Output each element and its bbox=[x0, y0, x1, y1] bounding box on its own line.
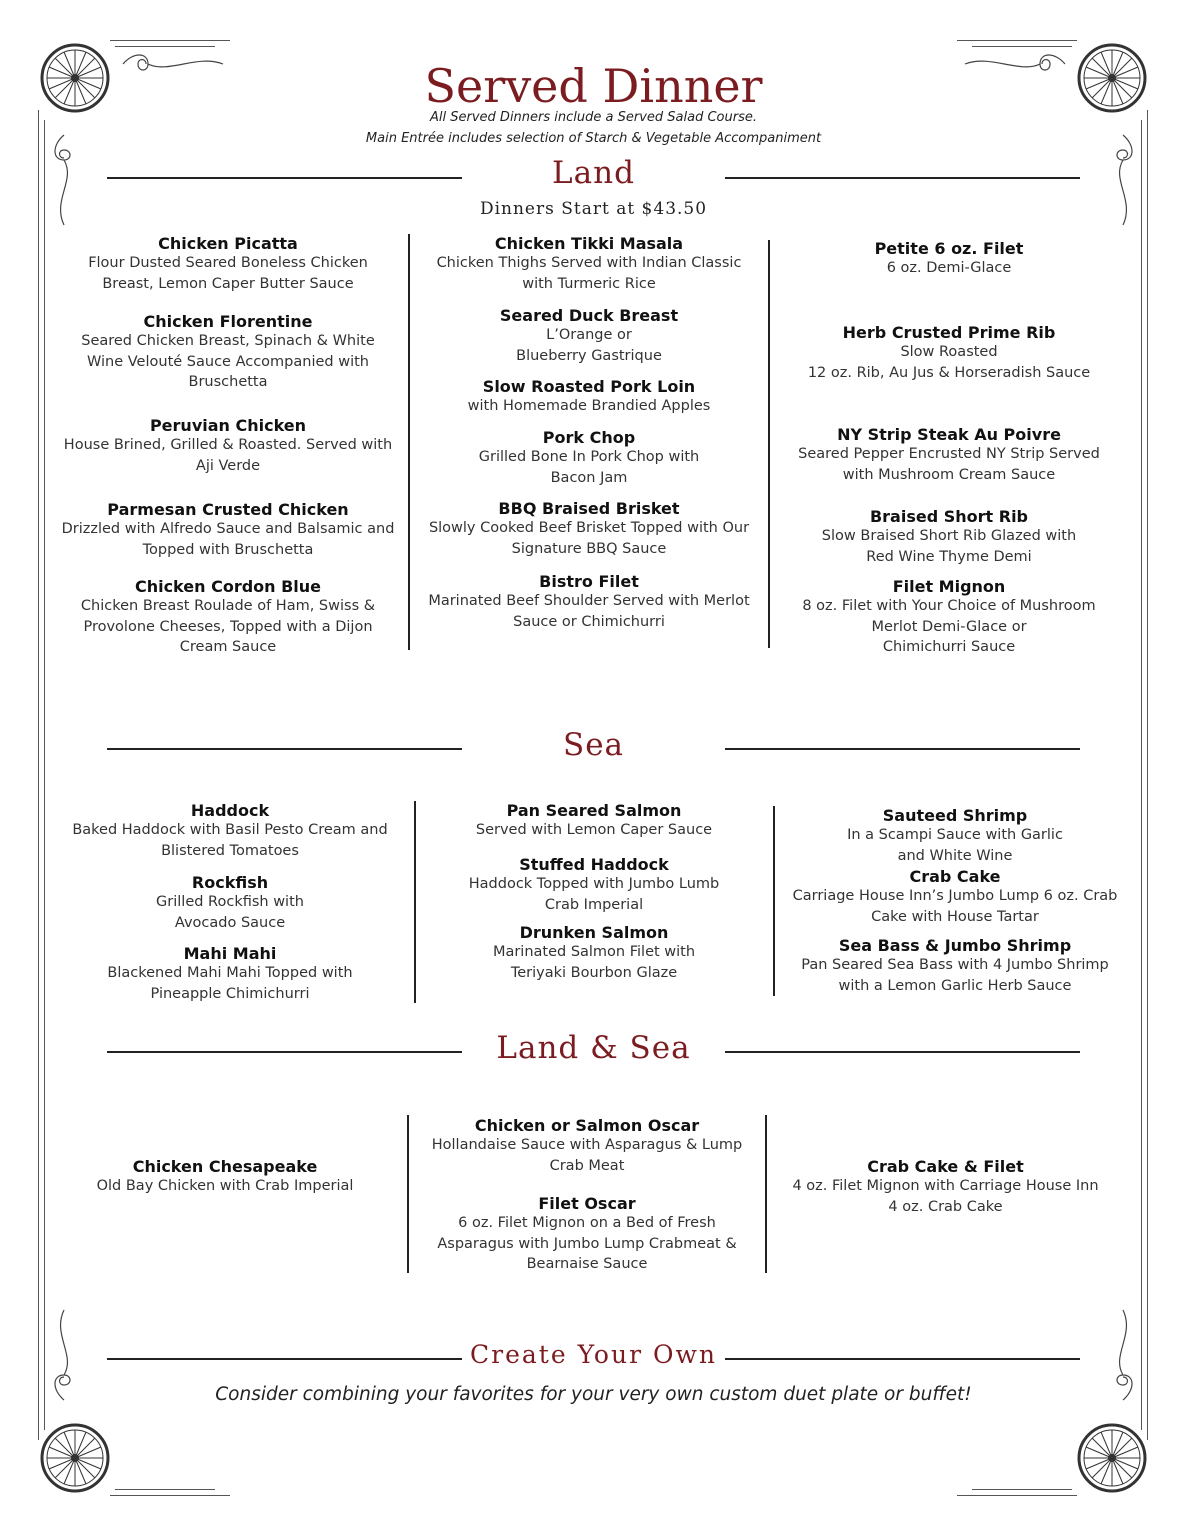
item-name: Crab Cake & Filet bbox=[867, 1157, 1024, 1176]
column-divider bbox=[768, 240, 770, 648]
menu-item bbox=[418, 801, 770, 841]
frame-top-right-line bbox=[957, 40, 1077, 41]
item-desc: Served with Lemon Caper Sauce bbox=[475, 822, 713, 838]
menu-item bbox=[413, 377, 765, 417]
item-desc: Carriage House Inn’s Jumbo Lump 6 oz. Crab Cake with House Tartar bbox=[792, 888, 1118, 925]
frame-top-right-line2 bbox=[972, 46, 1072, 47]
menu-item bbox=[775, 577, 1123, 658]
menu-item bbox=[413, 499, 765, 559]
menu-item bbox=[775, 425, 1123, 485]
item-desc: Old Bay Chicken with Crab Imperial bbox=[96, 1178, 354, 1194]
menu-item bbox=[43, 234, 413, 294]
item-desc: Grilled Bone In Pork Chop with Bacon Jam bbox=[478, 449, 700, 486]
subtitle-line-2: Main Entrée includes selection of Starch & Vegetable Accompaniment bbox=[365, 131, 822, 146]
subtitle-line-1: All Served Dinners include a Served Salad Course. bbox=[430, 110, 757, 125]
item-desc: 6 oz. Filet Mignon on a Bed of Fresh Asparagus with Jumbo Lump Crabmeat & Bearnaise Sauce bbox=[437, 1215, 737, 1272]
item-desc: with Homemade Brandied Apples bbox=[467, 398, 711, 414]
frame-right-outer bbox=[1147, 110, 1148, 1440]
item-name: Drunken Salmon bbox=[519, 923, 669, 942]
item-name: Chicken or Salmon Oscar bbox=[474, 1116, 700, 1135]
item-desc: Chicken Breast Roulade of Ham, Swiss & Provolone Cheeses, Topped with a Dijon Cream Sauce bbox=[80, 598, 376, 655]
menu-item bbox=[43, 416, 413, 476]
menu-item bbox=[411, 1116, 763, 1176]
item-desc: In a Scampi Sauce with Garlic and White Wine bbox=[847, 827, 1063, 864]
item-name: BBQ Braised Brisket bbox=[498, 499, 680, 518]
item-name: Chicken Chesapeake bbox=[132, 1157, 318, 1176]
item-desc: Seared Pepper Encrusted NY Strip Served with Mushroom Cream Sauce bbox=[798, 446, 1100, 483]
menu-item bbox=[775, 936, 1135, 996]
item-name: Sea Bass & Jumbo Shrimp bbox=[838, 936, 1072, 955]
item-name: Mahi Mahi bbox=[183, 944, 277, 963]
wagon-wheel-icon bbox=[39, 1422, 111, 1494]
menu-item bbox=[413, 572, 765, 632]
item-name: Seared Duck Breast bbox=[499, 306, 679, 325]
item-desc: Drizzled with Alfredo Sauce and Balsamic and Topped with Bruschetta bbox=[61, 521, 395, 558]
item-desc: Marinated Beef Shoulder Served with Merlot Sauce or Chimichurri bbox=[428, 593, 750, 630]
item-desc: House Brined, Grilled & Roasted. Served with Aji Verde bbox=[63, 437, 393, 474]
item-name: Petite 6 oz. Filet bbox=[874, 239, 1024, 258]
menu-item bbox=[775, 806, 1135, 866]
menu-item bbox=[418, 923, 770, 983]
item-name: Chicken Tikki Masala bbox=[494, 234, 684, 253]
frame-right-inner bbox=[1141, 120, 1142, 1430]
item-desc: Baked Haddock with Basil Pesto Cream and Blistered Tomatoes bbox=[72, 822, 388, 859]
item-name: Braised Short Rib bbox=[869, 507, 1029, 526]
item-name: Filet Mignon bbox=[892, 577, 1006, 596]
menu-item bbox=[418, 855, 770, 915]
price-note: Dinners Start at $43.50 bbox=[479, 199, 708, 219]
frame-top-left-line2 bbox=[115, 46, 215, 47]
menu-item bbox=[45, 1157, 405, 1197]
item-desc: Grilled Rockfish with Avocado Sauce bbox=[156, 894, 304, 931]
item-desc: Slow Roasted 12 oz. Rib, Au Jus & Horseradish Sauce bbox=[807, 344, 1091, 381]
tagline: Consider combining your favorites for your very own custom duet plate or buffet! bbox=[215, 1384, 972, 1405]
item-desc: Haddock Topped with Jumbo Lumb Crab Imperial bbox=[468, 876, 720, 913]
column-divider bbox=[765, 1115, 767, 1273]
item-name: Crab Cake bbox=[909, 867, 1001, 886]
page-title: Served Dinner bbox=[424, 59, 763, 113]
frame-left-outer bbox=[38, 110, 39, 1440]
menu-item bbox=[413, 306, 765, 366]
frame-bottom-left-line bbox=[110, 1495, 230, 1496]
item-desc: Slow Braised Short Rib Glazed with Red Wine Thyme Demi bbox=[821, 528, 1077, 565]
item-desc: Chicken Thighs Served with Indian Classic with Turmeric Rice bbox=[436, 255, 742, 292]
menu-item bbox=[775, 867, 1135, 927]
item-desc: L’Orange or Blueberry Gastrique bbox=[516, 327, 662, 364]
item-desc: Seared Chicken Breast, Spinach & White Wine Velouté Sauce Accompanied with Bruschetta bbox=[81, 333, 375, 390]
menu-item bbox=[411, 1194, 763, 1275]
item-name: Sauteed Shrimp bbox=[882, 806, 1028, 825]
item-name: Pan Seared Salmon bbox=[506, 801, 682, 820]
column-divider bbox=[414, 801, 416, 1003]
column-divider bbox=[407, 1115, 409, 1273]
menu-item bbox=[413, 234, 765, 294]
item-name: Rockfish bbox=[191, 873, 269, 892]
item-desc: Pan Seared Sea Bass with 4 Jumbo Shrimp with a Lemon Garlic Herb Sauce bbox=[801, 957, 1109, 994]
frame-top-left-line bbox=[110, 40, 230, 41]
menu-item bbox=[413, 428, 765, 488]
frame-bottom-right-line bbox=[957, 1495, 1077, 1496]
item-name: NY Strip Steak Au Poivre bbox=[837, 425, 1061, 444]
menu-item bbox=[775, 239, 1123, 279]
menu-item bbox=[768, 1157, 1123, 1217]
item-desc: Flour Dusted Seared Boneless Chicken Breast, Lemon Caper Butter Sauce bbox=[88, 255, 368, 292]
item-name: Herb Crusted Prime Rib bbox=[842, 323, 1056, 342]
frame-bottom-right-line2 bbox=[972, 1489, 1072, 1490]
item-name: Bistro Filet bbox=[539, 572, 639, 591]
item-name: Filet Oscar bbox=[538, 1194, 636, 1213]
menu-item bbox=[50, 801, 410, 861]
item-name: Chicken Cordon Blue bbox=[134, 577, 322, 596]
menu-item bbox=[50, 944, 410, 1004]
item-name: Chicken Picatta bbox=[158, 234, 298, 253]
item-desc: Marinated Salmon Filet with Teriyaki Bourbon Glaze bbox=[492, 944, 696, 981]
item-desc: Hollandaise Sauce with Asparagus & Lump Crab Meat bbox=[431, 1137, 743, 1174]
menu-item bbox=[43, 577, 413, 658]
item-name: Peruvian Chicken bbox=[149, 416, 307, 435]
item-name: Pork Chop bbox=[542, 428, 636, 447]
menu-item bbox=[43, 500, 413, 560]
item-name: Haddock bbox=[190, 801, 270, 820]
menu-item bbox=[43, 312, 413, 393]
section-title-sea: Sea bbox=[562, 727, 625, 763]
item-name: Slow Roasted Pork Loin bbox=[482, 377, 696, 396]
item-desc: Blackened Mahi Mahi Topped with Pineapple Chimichurri bbox=[107, 965, 353, 1002]
section-title-create-your-own: Create Your Own bbox=[470, 1340, 717, 1369]
menu-item bbox=[775, 507, 1123, 567]
frame-bottom-left-line2 bbox=[115, 1489, 215, 1490]
item-desc: 8 oz. Filet with Your Choice of Mushroom Merlot Demi-Glace or Chimichurri Sauce bbox=[802, 598, 1096, 655]
section-title-land-and-sea: Land & Sea bbox=[496, 1030, 691, 1066]
item-desc: 4 oz. Filet Mignon with Carriage House Inn 4 oz. Crab Cake bbox=[792, 1178, 1099, 1215]
menu-item bbox=[775, 323, 1123, 383]
item-desc: Slowly Cooked Beef Brisket Topped with Our Signature BBQ Sauce bbox=[428, 520, 750, 557]
item-name: Chicken Florentine bbox=[143, 312, 313, 331]
wagon-wheel-icon bbox=[1076, 1422, 1148, 1494]
menu-item bbox=[50, 873, 410, 933]
item-name: Parmesan Crusted Chicken bbox=[107, 500, 349, 519]
item-name: Stuffed Haddock bbox=[519, 855, 669, 874]
section-title-land: Land bbox=[552, 155, 635, 191]
item-desc: 6 oz. Demi-Glace bbox=[886, 260, 1012, 276]
